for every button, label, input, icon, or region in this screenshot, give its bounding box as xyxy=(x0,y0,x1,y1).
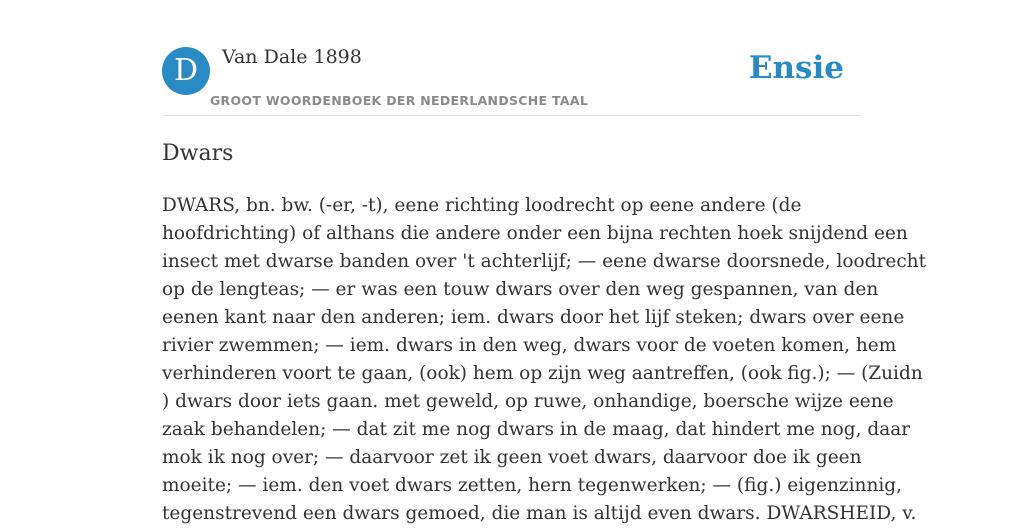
entry-line: mok ik nog over; — daarvoor zet ik geen voet dwars, daarvoor doe ik geen xyxy=(162,447,862,468)
entry-line: eenen kant naar den anderen; iem. dwars door het lijf steken; dwars over eene xyxy=(162,307,905,328)
entry-line: hoofdrichting) of althans die andere onder een bijna rechten hoek snijdend een xyxy=(162,223,908,244)
entry-body xyxy=(162,192,927,528)
entry-line: op de lengteas; — er was een touw dwars over den weg gespannen, van den xyxy=(162,279,879,300)
entry-line: ) dwars door iets gaan. met geweld, op ruwe, onhandige, boersche wijze eene xyxy=(162,391,894,412)
entry-line: verhinderen voort te gaan, (ook) hem op zijn weg aantreffen, (ook fig.); — (Zuidn xyxy=(162,363,923,384)
entry-line: rivier zwemmen; — iem. dwars in den weg, dwars voor de voeten komen, hem xyxy=(162,335,897,356)
brand-logo[interactable]: Ensie xyxy=(748,50,844,86)
entry-title: Dwars xyxy=(162,141,234,166)
entry-line: insect met dwarse banden over 't achterlijf; — eene dwarse doorsnede, loodrecht xyxy=(162,251,927,272)
header xyxy=(162,46,862,116)
source-logo-icon[interactable]: D xyxy=(162,47,210,95)
source-subtitle: GROOT WOORDENBOEK DER NEDERLANDSCHE TAAL xyxy=(210,93,589,108)
entry-line: DWARS, bn. bw. (-er, -t), eene richting loodrecht op eene andere (de xyxy=(162,195,802,216)
header-divider xyxy=(162,115,862,116)
source-title[interactable]: Van Dale 1898 xyxy=(222,46,362,68)
entry-line: zaak behandelen; — dat zit me nog dwars in de maag, dat hindert me nog, daar xyxy=(162,419,911,440)
entry-line: tegenstrevend een dwars gemoed, die man is altijd even dwars. DWARSHEID, v. xyxy=(162,503,917,524)
entry-line: moeite; — iem. den voet dwars zetten, hern tegenwerken; — (fig.) eigenzinnig, xyxy=(162,475,903,496)
